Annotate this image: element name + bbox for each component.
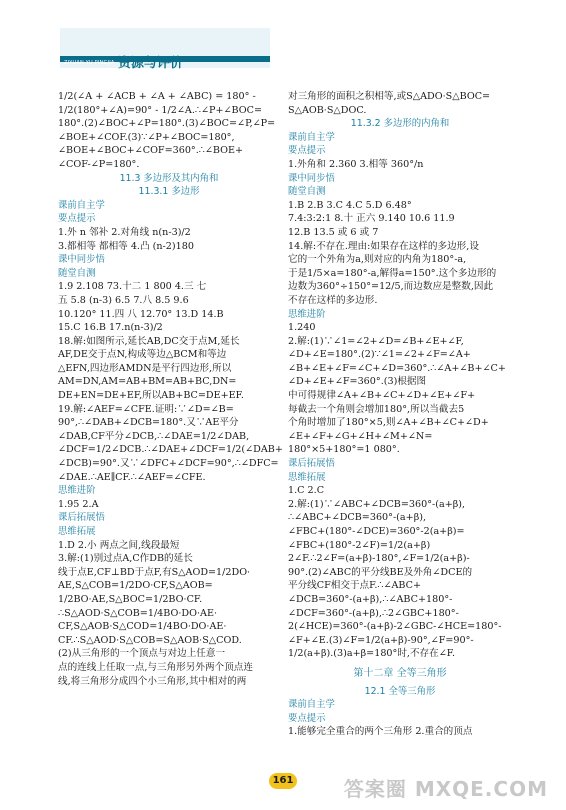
text-line: 平分线CF相交于点F.∴∠ABC+ [288, 580, 422, 592]
text-line: 7.4:3:2:1 8.十 正六 9.140 10.6 11.9 [288, 213, 455, 225]
text-line: ∠DCF=1/2∠DCB.∴∠DAE+∠DCF=1/2(∠DAB+ [58, 444, 283, 456]
text-line: 1.外角和 2.360 3.相等 360°/n [288, 158, 424, 170]
text-line: S△AOB·S△DOC. [288, 104, 367, 116]
text-line: 3.解:(1)别过点A,C作DB的延长 [58, 553, 193, 565]
text-line: 每截去一个角则会增加180°,所以当截去5 [288, 403, 465, 415]
text-line: AF,DE交于点N,构成等边△BCM和等边 [58, 349, 227, 361]
text-line: AM=DN,AM=AB+BM=AB+BC,DN= [58, 376, 237, 388]
text-line: 个角时增加了180°×5,则∠A+∠B+∠C+∠D+ [288, 417, 489, 429]
text-line: CF.∴S△AOD·S△COB=S△AOB·S△COD. [58, 634, 242, 646]
text-line: ∴S△AOD·S△COB=1/4BO·DO·AE· [58, 607, 218, 619]
text-line: ∠DCF=360°-(a+β),∴2∠GBC+180°- [288, 607, 459, 619]
text-line: 思维拓展 [58, 526, 96, 537]
text-line: 10.120° 11.四 八 12.70° 13.D 14.B [58, 308, 224, 320]
text-line: 12.1 全等三角形 [364, 685, 436, 697]
text-line: 2∠F.∴2∠F=(a+β)-180°,∠F=1/2(a+β)- [288, 553, 470, 565]
text-line: 点的连线上任取一点,与三角形另外两个顶点连 [58, 661, 253, 673]
text-line: 1/2BO·AE,S△BOC=1/2BO·CF. [58, 593, 203, 605]
text-line: 随堂自测 [288, 186, 326, 198]
text-line: 思维进阶 [288, 308, 326, 320]
text-line: △EFN,四边形AMDN是平行四边形,所以 [58, 362, 232, 374]
text-line: 课前自主学 [58, 199, 105, 211]
text-line: ∠FBC+(180°-∠DCE)=360°-2(a+β)= [288, 526, 465, 537]
text-line: ∠DCB=360°-(a+β),∴∠ABC+180°- [288, 593, 453, 605]
text-line: ∴∠ABC+∠DCB=360°-(a+β), [288, 512, 427, 524]
text-line: 1.D 2.小 两点之间,线段最短 [58, 539, 180, 551]
text-line: 1/2(∠A + ∠ACB + ∠A + ∠ABC) = 180° - [58, 91, 256, 102]
text-line: ∠DCB)=90°.又∵∠DFC+∠DCF=90°,∴∠DFC= [58, 458, 279, 470]
text-line: ∠D+∠E=180°.(2)∵∠1=∠2+∠F=∠A+ [288, 349, 471, 361]
text-line: ∠BOE+∠BOC+∠COF=360°.∴∠BOE+ [58, 145, 244, 157]
text-line: 1.9 2.108 73.十二 1 800 4.三 七 [58, 281, 207, 293]
text-line: (2)从三角形的一个顶点与对边上任意一 [58, 648, 226, 660]
text-line: DE+EN=DE+EF,所以AB+BC=DE+EF. [58, 390, 244, 402]
text-line: AE,S△COB=1/2DO·CF,S△AOB= [58, 580, 213, 592]
text-line: 11.3 多边形及其内角和 [119, 172, 219, 184]
text-line: 180°×5+180°=1 080°. [288, 444, 400, 456]
text-line: 课前自主学 [288, 699, 335, 711]
text-line: 15.C 16.B 17.n(n-3)/2 [58, 322, 163, 334]
text-line: 线于点E,CF⊥BD于点F,有S△AOD=1/2DO· [58, 566, 251, 578]
text-line: 19.解:∠AEF=∠CFE.证明:∵∠D=∠B= [58, 403, 234, 415]
text-line: 随堂自测 [58, 267, 96, 279]
text-line: 课中同步悟 [288, 172, 335, 184]
header-title: 资源与评价 [118, 56, 184, 71]
text-line: ∠E+∠F+∠G+∠H+∠M+∠N= [288, 430, 433, 442]
right-column [288, 90, 512, 739]
text-line: 中可得规律∠A+∠B+∠C+∠D+∠E+∠F+ [288, 390, 476, 402]
text-line: CF,S△AOB·S△COD=1/4BO·DO·AE· [58, 621, 227, 633]
text-line: 90°,∴∠DAB+∠DCB=180°.又∵AE平分 [58, 417, 239, 429]
text-line: ∠D+∠E+∠F=360°.(3)根据图 [288, 376, 427, 388]
text-line: 1/2(a+β).(3)a+β=180°时,不存在∠F. [288, 648, 455, 660]
text-line: 2.解:(1)∵∠ABC+∠DCB=360°-(a+β), [288, 498, 466, 510]
watermark: 答案圈 MXQE.COM [343, 777, 548, 801]
text-line: 第十二章 全等三角形 [353, 667, 447, 679]
text-line: 思维拓展 [288, 471, 326, 483]
text-line: 五 5.8 (n-3) 6.5 7.八 8.5 9.6 [58, 294, 189, 306]
text-line: ∠FBC+(180°-2∠F)=1/2(a+β) [288, 539, 431, 551]
text-line: 1.能够完全重合的两个三角形 2.重合的顶点 [288, 726, 473, 738]
text-line: 要点提示 [288, 712, 326, 724]
text-line: 线,将三角形分成四个小三角形,其中相对的两 [58, 675, 247, 687]
text-line: ∠F+∠E.(3)∠F=1/2(a+β)-90°,∠F=90°- [288, 634, 474, 646]
text-line: 12.B 13.5 或 6 或 7 [288, 226, 379, 238]
text-line: ∠BOE+∠COF.(3)∵∠P+∠BOC=180°, [58, 131, 235, 143]
text-line: 11.3.2 多边形的内角和 [350, 118, 450, 130]
text-line: 1.C 2.C [288, 485, 325, 497]
text-line: 它的一个外角为a,则对应的内角为180°-a, [288, 254, 467, 266]
text-line: 思维进阶 [58, 485, 96, 497]
text-line: 不存在这样的多边形. [288, 294, 378, 306]
page-number: 161 [269, 773, 297, 789]
text-line: 1.B 2.B 3.C 4.C 5.D 6.48° [288, 199, 412, 211]
text-line: 课后拓展悟 [288, 458, 335, 470]
header-subtitle: ZIYUAN YU PINGJIA [64, 60, 115, 66]
text-line: 1.240 [288, 322, 316, 334]
text-line: ∠B+∠E+∠F=∠C+∠D=360°.∴∠A+∠B+∠C+ [288, 362, 506, 374]
text-line: 90°.(2)∠ABC的平分线BE及外角∠DCE的 [288, 566, 473, 578]
text-line: 3.都相等 都相等 4.凸 (n-2)180 [58, 240, 194, 252]
text-line: 14.解:不存在.理由:如果存在这样的多边形,设 [288, 240, 479, 252]
left-column [58, 90, 283, 688]
text-line: ∠DAE.∴AE∥CF.∴∠AEF=∠CFE. [58, 471, 206, 483]
text-line: 1.95 2.A [58, 498, 99, 510]
text-line: 11.3.1 多边形 [138, 186, 200, 198]
text-line: ∠DAB,CF平分∠DCB,∴∠DAE=1/2∠DAB, [58, 430, 250, 442]
text-line: 18.解:如图所示,延长AB,DC交于点M,延长 [58, 335, 240, 347]
text-line: 边数为360°÷150°=12/5,而边数应是整数,因此 [288, 281, 494, 293]
text-line: 要点提示 [288, 145, 326, 157]
text-line: 对三角形的面积之积相等,或S△ADO·S△BOC= [288, 91, 491, 102]
text-line: 1/2(180°+∠A)=90° - 1/2∠A.∴∠P+∠BOC= [58, 104, 263, 116]
text-line: 180°.(2)∠BOC+∠P=180°.(3)∠BOC=∠P,∠P= [58, 118, 276, 130]
page-header [0, 0, 566, 80]
text-line: 2(∠HCE)=360°-(a+β)-2∠GBC-∠HCE=180°- [288, 621, 502, 633]
text-line: 于是1/5×a=180°-a,解得a=150°.这个多边形的 [288, 267, 497, 279]
text-line: 要点提示 [58, 213, 96, 225]
text-line: 课中同步悟 [58, 254, 105, 266]
text-line: 1.外 n 邻补 2.对角线 n(n-3)/2 [58, 226, 191, 238]
text-line: ∠COF-∠P=180°. [58, 158, 140, 170]
text-line: 2.解:(1)∵∠1=∠2+∠D=∠B+∠E+∠F, [288, 335, 464, 347]
text-line: 课后拓展悟 [58, 512, 105, 524]
text-line: 课前自主学 [288, 131, 335, 143]
